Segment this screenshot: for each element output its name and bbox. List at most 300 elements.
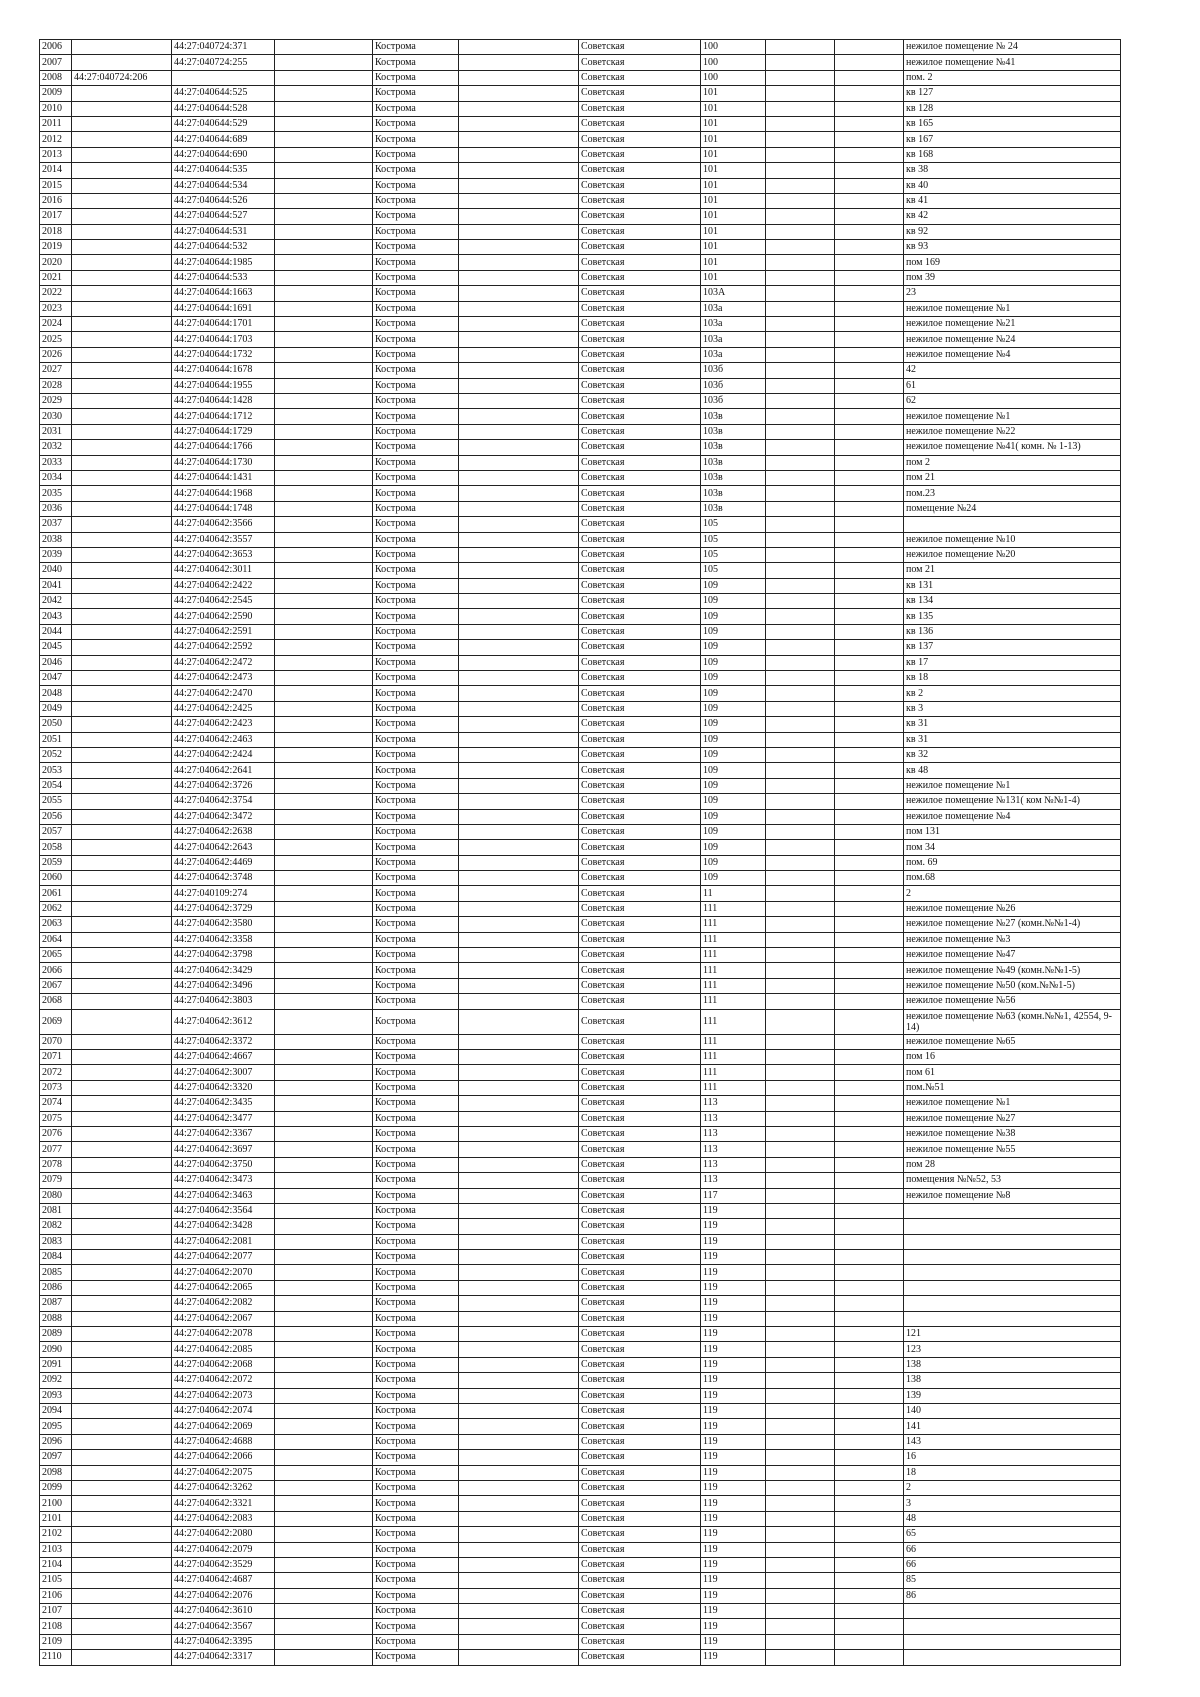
empty-cell (459, 963, 579, 978)
city: Кострома (373, 378, 459, 393)
table-row (40, 470, 1121, 485)
street: Советская (579, 1188, 701, 1203)
parent-cadastral-number (72, 1173, 172, 1188)
table-row (40, 301, 1121, 316)
empty-cell (459, 1203, 579, 1218)
empty-cell (459, 794, 579, 809)
empty-cell (835, 671, 904, 686)
row-number: 2102 (40, 1527, 72, 1542)
empty-cell (766, 532, 835, 547)
premises: кв 128 (904, 101, 1121, 116)
premises: 143 (904, 1434, 1121, 1449)
empty-cell (766, 1496, 835, 1511)
parent-cadastral-number (72, 1034, 172, 1049)
street: Советская (579, 948, 701, 963)
empty-cell (766, 193, 835, 208)
empty-cell (766, 547, 835, 562)
premises: пом 28 (904, 1157, 1121, 1172)
cadastral-number: 44:27:040642:2070 (172, 1265, 275, 1280)
empty-cell (275, 609, 373, 624)
empty-cell (835, 1188, 904, 1203)
premises: 86 (904, 1588, 1121, 1603)
street: Советская (579, 70, 701, 85)
street: Советская (579, 1496, 701, 1511)
city: Кострома (373, 501, 459, 516)
city: Кострома (373, 855, 459, 870)
parent-cadastral-number (72, 440, 172, 455)
empty-cell (835, 1373, 904, 1388)
empty-cell (766, 1403, 835, 1418)
table-row (40, 517, 1121, 532)
empty-cell (835, 1573, 904, 1588)
empty-cell (275, 1065, 373, 1080)
parent-cadastral-number (72, 1050, 172, 1065)
empty-cell (275, 193, 373, 208)
empty-cell (275, 1219, 373, 1234)
street: Советская (579, 501, 701, 516)
row-number: 2040 (40, 563, 72, 578)
table-row (40, 1142, 1121, 1157)
empty-cell (275, 517, 373, 532)
empty-cell (275, 1188, 373, 1203)
street: Советская (579, 1604, 701, 1619)
empty-cell (459, 332, 579, 347)
parent-cadastral-number (72, 855, 172, 870)
row-number: 2051 (40, 732, 72, 747)
table-row (40, 578, 1121, 593)
table-row (40, 840, 1121, 855)
city: Кострома (373, 1296, 459, 1311)
street: Советская (579, 224, 701, 239)
street: Советская (579, 270, 701, 285)
street: Советская (579, 1465, 701, 1480)
row-number: 2103 (40, 1542, 72, 1557)
empty-cell (459, 347, 579, 362)
cadastral-number: 44:27:040642:2066 (172, 1450, 275, 1465)
empty-cell (459, 1065, 579, 1080)
premises: кв 48 (904, 763, 1121, 778)
table-row (40, 1111, 1121, 1126)
city: Кострома (373, 547, 459, 562)
house-number: 100 (701, 55, 766, 70)
empty-cell (275, 747, 373, 762)
house-number: 119 (701, 1557, 766, 1572)
city: Кострома (373, 209, 459, 224)
empty-cell (766, 1142, 835, 1157)
city: Кострома (373, 86, 459, 101)
empty-cell (275, 1511, 373, 1526)
cadastral-number: 44:27:040642:2641 (172, 763, 275, 778)
cadastral-number: 44:27:040642:3564 (172, 1203, 275, 1218)
street: Советская (579, 1557, 701, 1572)
parent-cadastral-number (72, 578, 172, 593)
premises (904, 1634, 1121, 1649)
premises: нежилое помещение №24 (904, 332, 1121, 347)
empty-cell (275, 886, 373, 901)
row-number: 2073 (40, 1080, 72, 1095)
city: Кострома (373, 363, 459, 378)
row-number: 2090 (40, 1342, 72, 1357)
house-number: 113 (701, 1126, 766, 1141)
row-number: 2079 (40, 1173, 72, 1188)
table-row (40, 901, 1121, 916)
empty-cell (459, 1126, 579, 1141)
house-number: 113 (701, 1142, 766, 1157)
row-number: 2107 (40, 1604, 72, 1619)
parent-cadastral-number (72, 978, 172, 993)
empty-cell (835, 824, 904, 839)
premises: нежилое помещение № 24 (904, 40, 1121, 55)
row-number: 2072 (40, 1065, 72, 1080)
empty-cell (766, 1050, 835, 1065)
premises (904, 1311, 1121, 1326)
empty-cell (835, 640, 904, 655)
street: Советская (579, 440, 701, 455)
row-number: 2082 (40, 1219, 72, 1234)
empty-cell (766, 424, 835, 439)
cadastral-number: 44:27:040642:3007 (172, 1065, 275, 1080)
row-number: 2104 (40, 1557, 72, 1572)
parent-cadastral-number (72, 1311, 172, 1326)
empty-cell (766, 1480, 835, 1495)
premises: 138 (904, 1357, 1121, 1372)
empty-cell (459, 624, 579, 639)
street: Советская (579, 1203, 701, 1218)
premises: кв 32 (904, 747, 1121, 762)
street: Советская (579, 794, 701, 809)
empty-cell (275, 1465, 373, 1480)
empty-cell (766, 1650, 835, 1665)
empty-cell (459, 286, 579, 301)
empty-cell (835, 1173, 904, 1188)
table-row (40, 132, 1121, 147)
table-row (40, 640, 1121, 655)
empty-cell (275, 855, 373, 870)
city: Кострома (373, 1573, 459, 1588)
row-number: 2027 (40, 363, 72, 378)
premises: пом 16 (904, 1050, 1121, 1065)
empty-cell (275, 1527, 373, 1542)
house-number: 119 (701, 1588, 766, 1603)
empty-cell (459, 1157, 579, 1172)
city: Кострома (373, 686, 459, 701)
empty-cell (459, 994, 579, 1009)
empty-cell (275, 1096, 373, 1111)
cadastral-number: 44:27:040644:1712 (172, 409, 275, 424)
empty-cell (275, 224, 373, 239)
table-row (40, 1203, 1121, 1218)
empty-cell (835, 855, 904, 870)
street: Советская (579, 1434, 701, 1449)
empty-cell (275, 1034, 373, 1049)
house-number: 119 (701, 1327, 766, 1342)
cadastral-number: 44:27:040642:2473 (172, 671, 275, 686)
empty-cell (835, 809, 904, 824)
house-number: 109 (701, 640, 766, 655)
empty-cell (275, 209, 373, 224)
cadastral-number (172, 70, 275, 85)
empty-cell (459, 978, 579, 993)
parent-cadastral-number (72, 455, 172, 470)
empty-cell (835, 1496, 904, 1511)
empty-cell (766, 871, 835, 886)
empty-cell (459, 132, 579, 147)
empty-cell (835, 286, 904, 301)
premises: пом 131 (904, 824, 1121, 839)
city: Кострома (373, 101, 459, 116)
cadastral-number: 44:27:040644:1428 (172, 393, 275, 408)
row-number: 2031 (40, 424, 72, 439)
city: Кострома (373, 932, 459, 947)
table-row (40, 1009, 1121, 1034)
table-row (40, 101, 1121, 116)
house-number: 111 (701, 1009, 766, 1034)
city: Кострома (373, 917, 459, 932)
cadastral-number: 44:27:040642:2080 (172, 1527, 275, 1542)
street: Советская (579, 717, 701, 732)
empty-cell (459, 470, 579, 485)
cadastral-number: 44:27:040644:1703 (172, 332, 275, 347)
city: Кострома (373, 1096, 459, 1111)
empty-cell (275, 794, 373, 809)
cadastral-number: 44:27:040642:2069 (172, 1419, 275, 1434)
empty-cell (459, 301, 579, 316)
parent-cadastral-number (72, 116, 172, 131)
house-number: 109 (701, 594, 766, 609)
empty-cell (459, 1373, 579, 1388)
city: Кострома (373, 809, 459, 824)
street: Советская (579, 470, 701, 485)
empty-cell (275, 1650, 373, 1665)
table-row (40, 1342, 1121, 1357)
row-number: 2078 (40, 1157, 72, 1172)
row-number: 2086 (40, 1280, 72, 1295)
empty-cell (459, 116, 579, 131)
table-row (40, 686, 1121, 701)
cadastral-number: 44:27:040642:2065 (172, 1280, 275, 1295)
empty-cell (275, 270, 373, 285)
city: Кострома (373, 440, 459, 455)
table-row (40, 363, 1121, 378)
row-number: 2021 (40, 270, 72, 285)
cadastral-number: 44:27:040642:2422 (172, 578, 275, 593)
empty-cell (275, 1557, 373, 1572)
empty-cell (835, 301, 904, 316)
premises: пом 61 (904, 1065, 1121, 1080)
house-number: 109 (701, 717, 766, 732)
house-number: 119 (701, 1357, 766, 1372)
house-number: 105 (701, 563, 766, 578)
empty-cell (766, 1080, 835, 1095)
empty-cell (835, 1403, 904, 1418)
cadastral-number: 44:27:040642:2073 (172, 1388, 275, 1403)
parent-cadastral-number (72, 255, 172, 270)
premises (904, 1619, 1121, 1634)
premises: 65 (904, 1527, 1121, 1542)
row-number: 2048 (40, 686, 72, 701)
empty-cell (275, 378, 373, 393)
table-row (40, 1157, 1121, 1172)
empty-cell (275, 240, 373, 255)
empty-cell (766, 517, 835, 532)
empty-cell (275, 424, 373, 439)
street: Советская (579, 886, 701, 901)
row-number: 2017 (40, 209, 72, 224)
house-number: 119 (701, 1434, 766, 1449)
empty-cell (835, 763, 904, 778)
cadastral-number: 44:27:040642:3367 (172, 1126, 275, 1141)
parent-cadastral-number (72, 640, 172, 655)
house-number: 109 (701, 686, 766, 701)
empty-cell (459, 1357, 579, 1372)
empty-cell (835, 932, 904, 947)
empty-cell (766, 747, 835, 762)
parent-cadastral-number (72, 1111, 172, 1126)
empty-cell (766, 317, 835, 332)
parent-cadastral-number (72, 55, 172, 70)
parent-cadastral-number (72, 1650, 172, 1665)
cadastral-number: 44:27:040642:3472 (172, 809, 275, 824)
house-number: 109 (701, 578, 766, 593)
parent-cadastral-number (72, 1588, 172, 1603)
table-row (40, 932, 1121, 947)
empty-cell (766, 1219, 835, 1234)
row-number: 2089 (40, 1327, 72, 1342)
premises: нежилое помещение №27 (комн.№№1-4) (904, 917, 1121, 932)
empty-cell (275, 1111, 373, 1126)
cadastral-number: 44:27:040642:4687 (172, 1573, 275, 1588)
table-row (40, 717, 1121, 732)
row-number: 2108 (40, 1619, 72, 1634)
empty-cell (459, 393, 579, 408)
row-number: 2097 (40, 1450, 72, 1465)
cadastral-number: 44:27:040724:255 (172, 55, 275, 70)
empty-cell (835, 1080, 904, 1095)
cadastral-number: 44:27:040644:1955 (172, 378, 275, 393)
empty-cell (275, 809, 373, 824)
row-number: 2013 (40, 147, 72, 162)
parent-cadastral-number (72, 301, 172, 316)
house-number: 103а (701, 301, 766, 316)
table-row (40, 917, 1121, 932)
house-number: 111 (701, 994, 766, 1009)
table-row (40, 1650, 1121, 1665)
table-row (40, 948, 1121, 963)
empty-cell (766, 1111, 835, 1126)
empty-cell (275, 1542, 373, 1557)
city: Кострома (373, 1250, 459, 1265)
empty-cell (459, 1619, 579, 1634)
cadastral-number: 44:27:040642:2067 (172, 1311, 275, 1326)
city: Кострома (373, 1434, 459, 1449)
house-number: 117 (701, 1188, 766, 1203)
empty-cell (835, 1234, 904, 1249)
premises: кв 40 (904, 178, 1121, 193)
empty-cell (835, 1434, 904, 1449)
table-row (40, 1311, 1121, 1326)
empty-cell (835, 70, 904, 85)
premises: кв 38 (904, 163, 1121, 178)
empty-cell (275, 163, 373, 178)
city: Кострома (373, 486, 459, 501)
parent-cadastral-number (72, 563, 172, 578)
empty-cell (275, 409, 373, 424)
city: Кострома (373, 40, 459, 55)
empty-cell (275, 1573, 373, 1588)
city: Кострома (373, 1357, 459, 1372)
cadastral-number: 44:27:040724:371 (172, 40, 275, 55)
parent-cadastral-number (72, 409, 172, 424)
empty-cell (459, 1188, 579, 1203)
empty-cell (275, 1203, 373, 1218)
parent-cadastral-number: 44:27:040724:206 (72, 70, 172, 85)
empty-cell (275, 1234, 373, 1249)
street: Советская (579, 132, 701, 147)
table-row (40, 1465, 1121, 1480)
street: Советская (579, 1096, 701, 1111)
empty-cell (766, 917, 835, 932)
city: Кострома (373, 332, 459, 347)
house-number: 119 (701, 1265, 766, 1280)
city: Кострома (373, 317, 459, 332)
house-number: 111 (701, 963, 766, 978)
empty-cell (766, 1203, 835, 1218)
street: Советская (579, 1480, 701, 1495)
empty-cell (766, 1009, 835, 1034)
premises: кв 93 (904, 240, 1121, 255)
table-row (40, 317, 1121, 332)
premises: кв 168 (904, 147, 1121, 162)
city: Кострома (373, 1634, 459, 1649)
premises: нежилое помещение №41 (904, 55, 1121, 70)
street: Советская (579, 932, 701, 947)
empty-cell (766, 855, 835, 870)
table-row (40, 1634, 1121, 1649)
empty-cell (835, 1280, 904, 1295)
house-number: 119 (701, 1296, 766, 1311)
house-number: 101 (701, 116, 766, 131)
parent-cadastral-number (72, 1388, 172, 1403)
table-row (40, 855, 1121, 870)
empty-cell (835, 55, 904, 70)
empty-cell (835, 224, 904, 239)
empty-cell (459, 317, 579, 332)
table-row (40, 40, 1121, 55)
street: Советская (579, 1588, 701, 1603)
table-row (40, 378, 1121, 393)
street: Советская (579, 655, 701, 670)
cadastral-number: 44:27:040644:1968 (172, 486, 275, 501)
street: Советская (579, 963, 701, 978)
empty-cell (275, 393, 373, 408)
street: Советская (579, 40, 701, 55)
empty-cell (835, 1342, 904, 1357)
empty-cell (275, 347, 373, 362)
house-number: 119 (701, 1604, 766, 1619)
house-number: 119 (701, 1219, 766, 1234)
parent-cadastral-number (72, 270, 172, 285)
table-row (40, 440, 1121, 455)
table-row (40, 286, 1121, 301)
table-row (40, 1527, 1121, 1542)
street: Советская (579, 1065, 701, 1080)
street: Советская (579, 1009, 701, 1034)
parent-cadastral-number (72, 747, 172, 762)
house-number: 103а (701, 347, 766, 362)
table-row (40, 1573, 1121, 1588)
empty-cell (275, 1434, 373, 1449)
parent-cadastral-number (72, 778, 172, 793)
